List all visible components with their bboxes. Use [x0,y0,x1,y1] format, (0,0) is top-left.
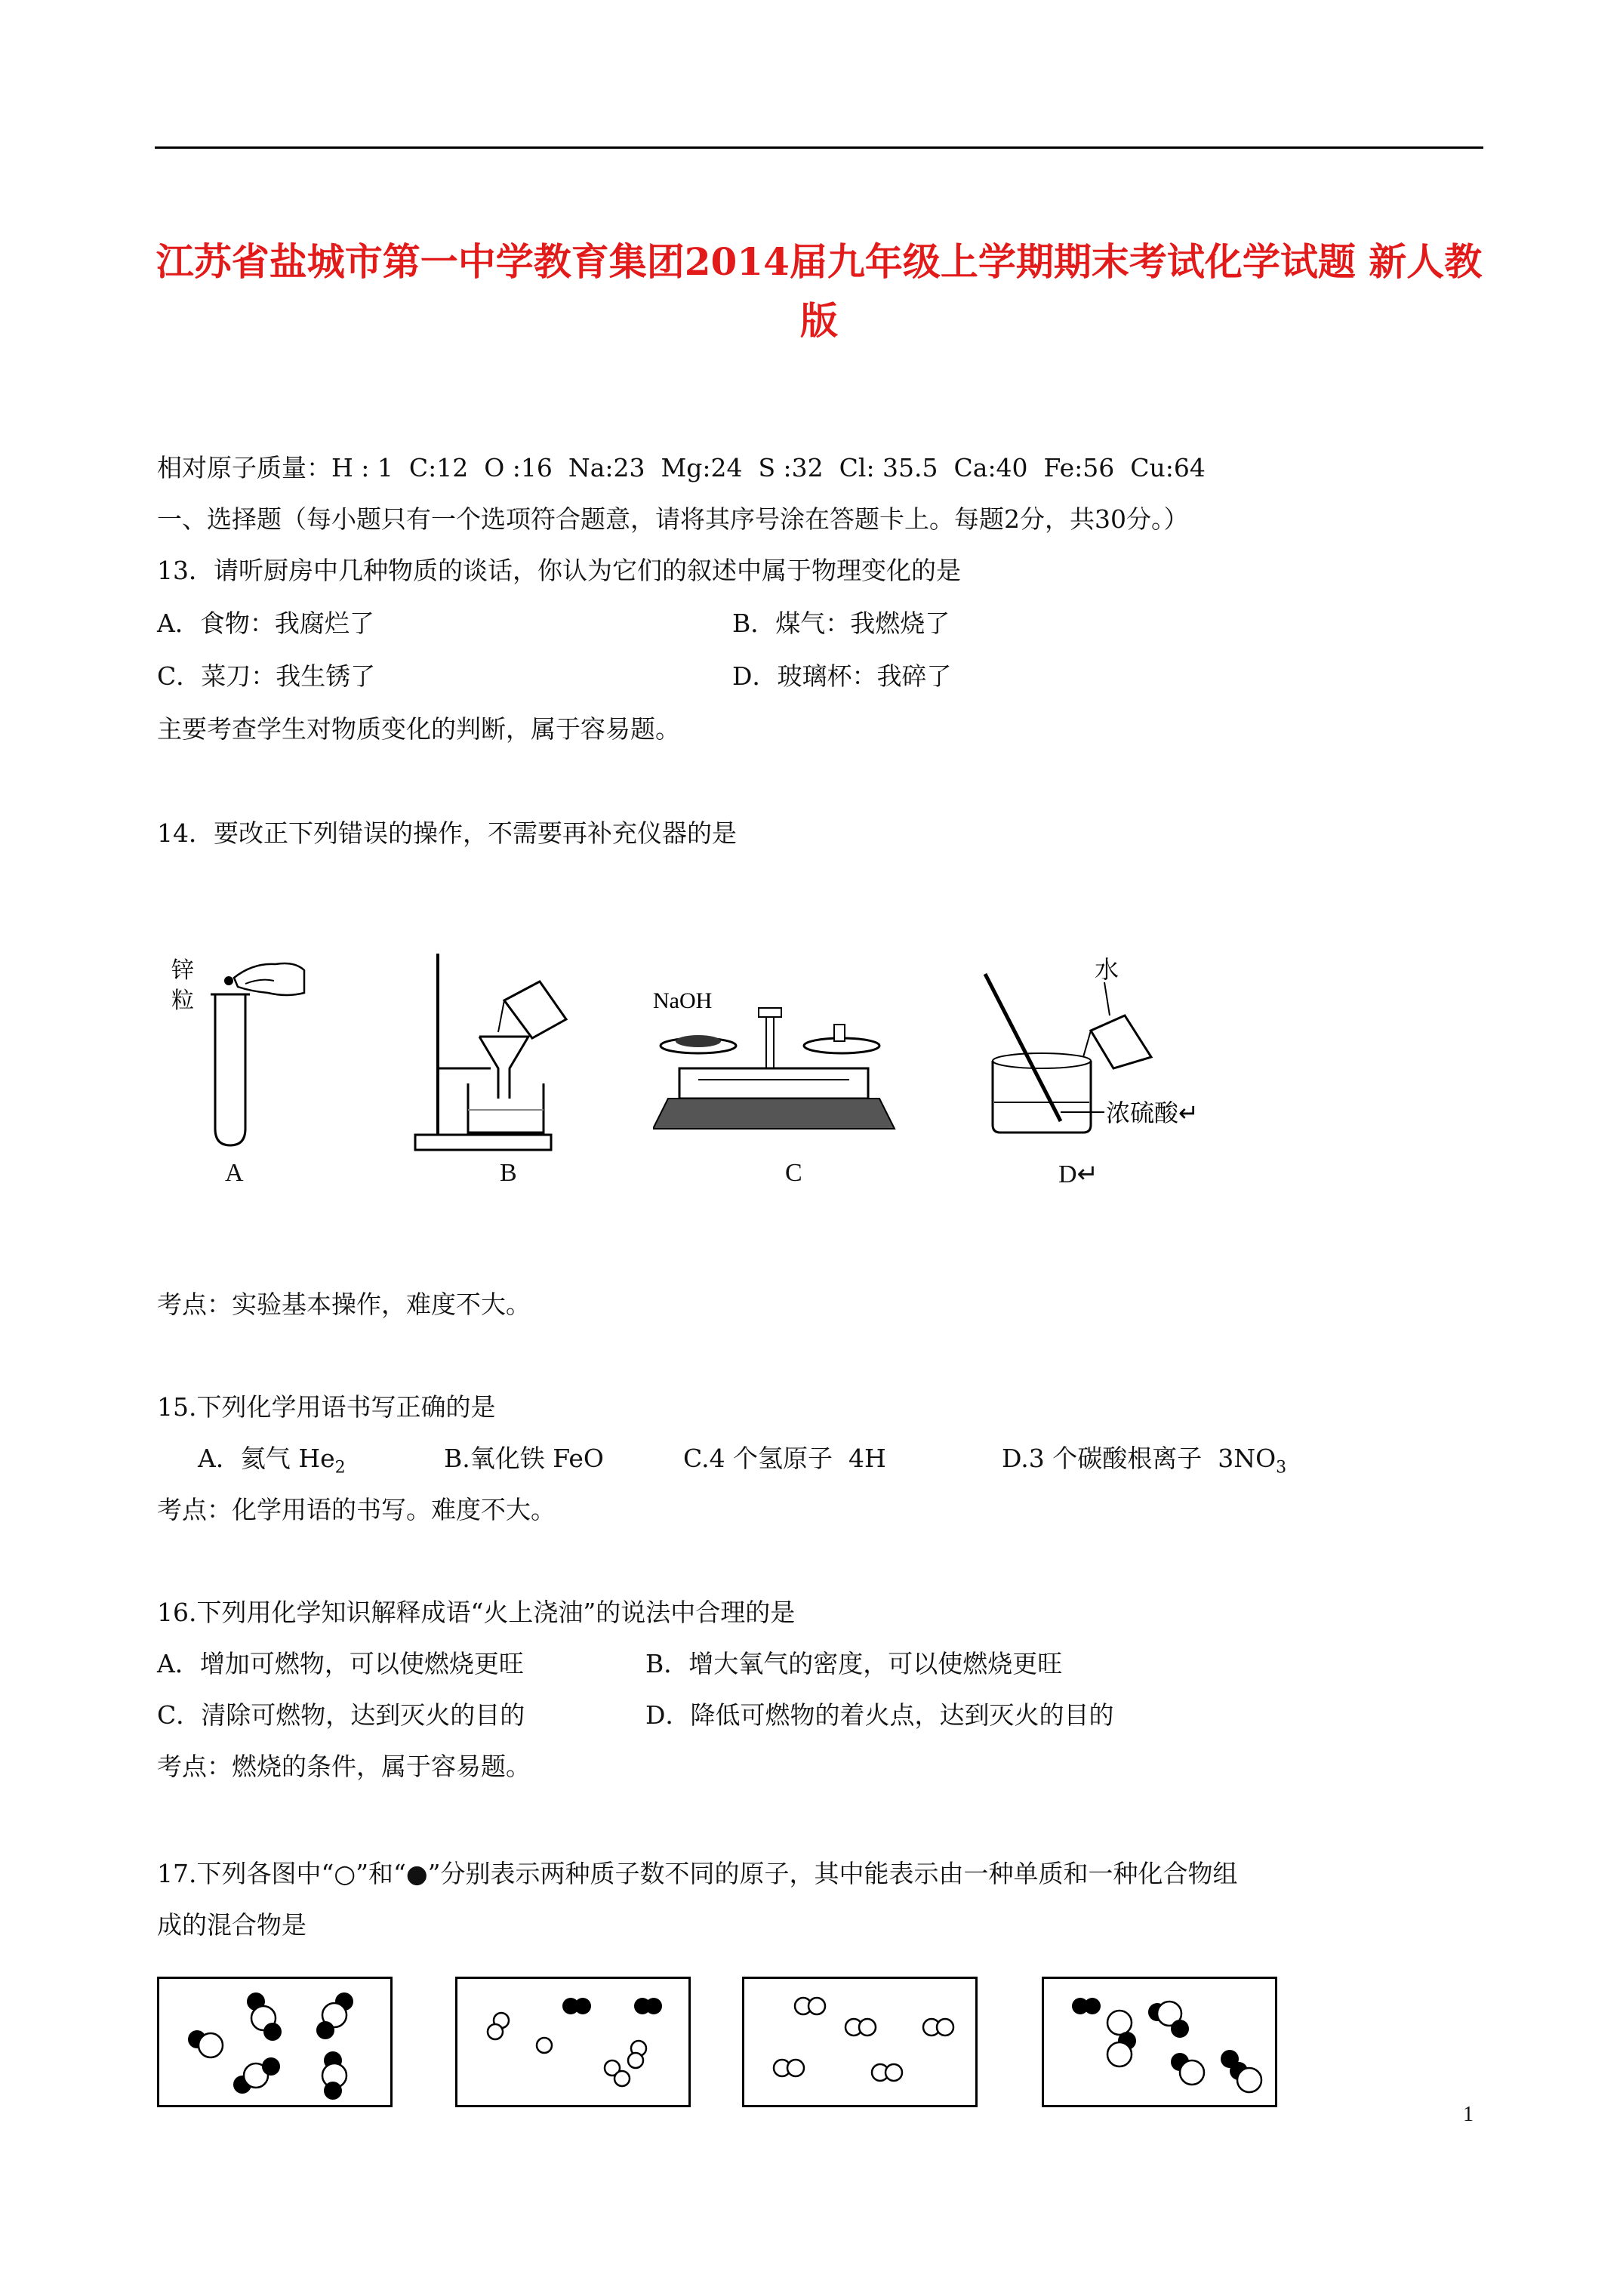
q15-stem: 15.下列化学用语书写正确的是 [157,1392,496,1422]
q13-note: 主要考查学生对物质变化的判断，属于容易题。 [157,714,680,744]
q17-box-a [157,1977,393,2107]
document-title: 江苏省盐城市第一中学教育集团2014届九年级上学期期末考试化学试题 新人教版 [156,239,1483,343]
q17-box-b [455,1977,691,2107]
q15-option-c: C.4 个氢原子 4H [683,1444,886,1473]
header-rule [155,146,1483,149]
figure-a-label: A [225,1159,244,1187]
figure-d-dilution [970,948,1242,1159]
q13-option-c: C．菜刀：我生锈了 [157,661,376,691]
q16-option-b: B．增大氧气的密度，可以使燃烧更旺 [645,1649,1063,1678]
atomic-mass-line: 相对原子质量：H : 1 C:12 O :16 Na:23 Mg:24 S :32 Cl: 35.5 Ca:40 Fe:56 Cu:64 [157,453,1206,482]
q15-option-d: D.3 个碳酸根离子 $3NO_3$ [1002,1444,1287,1478]
figure-a-test-tube [162,948,306,1151]
q15-option-a: A．氦气 $He_2$ [198,1444,346,1478]
q16-option-d: D．降低可燃物的着火点，达到灭火的目的 [645,1700,1114,1730]
q13-option-a: A．食物：我腐烂了 [157,609,374,638]
acid-label: 浓硫酸↵ [1106,1099,1199,1127]
zinc-label-2: 粒 [171,988,194,1014]
q14-stem: 14．要改正下列错误的操作，不需要再补充仪器的是 [157,818,737,848]
q14-note: 考点：实验基本操作，难度不大。 [157,1290,531,1319]
q16-note: 考点：燃烧的条件，属于容易题。 [157,1752,531,1781]
zinc-label-1: 锌 [171,957,194,984]
q16-option-c: C．清除可燃物，达到灭火的目的 [157,1700,525,1730]
figure-c-balance [653,985,902,1151]
water-label: 水 [1095,955,1119,984]
q13-option-d: D．玻璃杯：我碎了 [732,661,952,691]
q17-stem-line2: 成的混合物是 [157,1910,306,1940]
figure-b-label: B [500,1159,517,1187]
figure-b-filtration [408,948,574,1159]
figure-c-label: C [785,1159,802,1187]
q13-stem: 13．请听厨房中几种物质的谈话，你认为它们的叙述中属于物理变化的是 [157,556,961,585]
q17-box-c [742,1977,978,2107]
q16-option-a: A．增加可燃物，可以使燃烧更旺 [157,1649,524,1678]
q15-note: 考点：化学用语的书写。难度不大。 [157,1495,556,1524]
figure-d-label: D↵ [1058,1160,1099,1188]
q17-stem-line1: 17.下列各图中“○”和“●”分别表示两种质子数不同的原子，其中能表示由一种单质和一种化合物组 [157,1859,1238,1888]
q17-box-d [1042,1977,1277,2107]
q15-option-b: B.氧化铁 FeO [444,1444,604,1473]
q13-option-b: B．煤气：我燃烧了 [732,609,950,638]
q16-stem: 16.下列用化学知识解释成语“火上浇油”的说法中合理的是 [157,1598,796,1627]
section-heading: 一、选择题（每小题只有一个选项符合题意，请将其序号涂在答题卡上。每题2分，共30分。） [157,504,1189,534]
page-number: 1 [1463,2103,1474,2126]
naoh-label: NaOH [653,988,713,1013]
